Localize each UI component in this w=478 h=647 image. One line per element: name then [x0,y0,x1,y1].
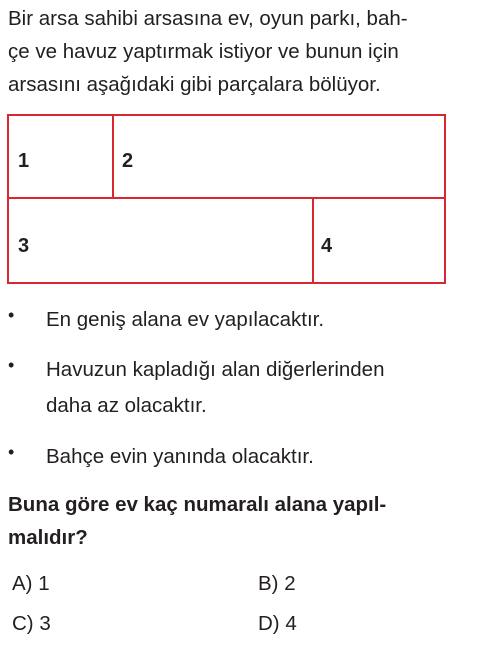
question-line: malıdır? [8,526,88,549]
plot-label-3: 3 [18,235,30,257]
plot-label-2: 2 [122,150,134,172]
condition-line: Havuzun kapladığı alan diğerlerinden [46,358,385,381]
question-text [8,488,386,554]
condition-line: Bahçe evin yanında olacaktır. [46,445,314,468]
intro-line: arsasını aşağıdaki gibi parçalara bölüyor. [8,73,381,96]
land-plot-diagram [7,114,446,284]
bullet-marker: • [8,442,15,462]
condition-line: daha az olacaktır. [46,394,207,417]
intro-line: çe ve havuz yaptırmak istiyor ve bunun için [8,40,399,63]
plot-label-1: 1 [18,150,30,172]
option-b[interactable]: B) 2 [258,572,296,595]
bullet-marker: • [8,355,15,375]
plot-label-4: 4 [321,235,333,257]
condition-item [46,352,384,424]
condition-item [46,439,314,475]
option-d[interactable]: D) 4 [258,612,297,635]
condition-line: En geniş alana ev yapılacaktır. [46,308,325,331]
option-a[interactable]: A) 1 [12,572,50,595]
intro-paragraph [8,2,474,101]
intro-line: Bir arsa sahibi arsasına ev, oyun parkı, bah- [8,7,408,30]
plot-vertical-divider-top [112,116,114,197]
condition-item [46,302,324,338]
plot-vertical-divider-bottom [312,199,314,282]
bullet-marker: • [8,305,15,325]
question-line: Buna göre ev kaç numaralı alana yapıl- [8,493,387,516]
option-c[interactable]: C) 3 [12,612,51,635]
plot-horizontal-divider [9,197,444,199]
